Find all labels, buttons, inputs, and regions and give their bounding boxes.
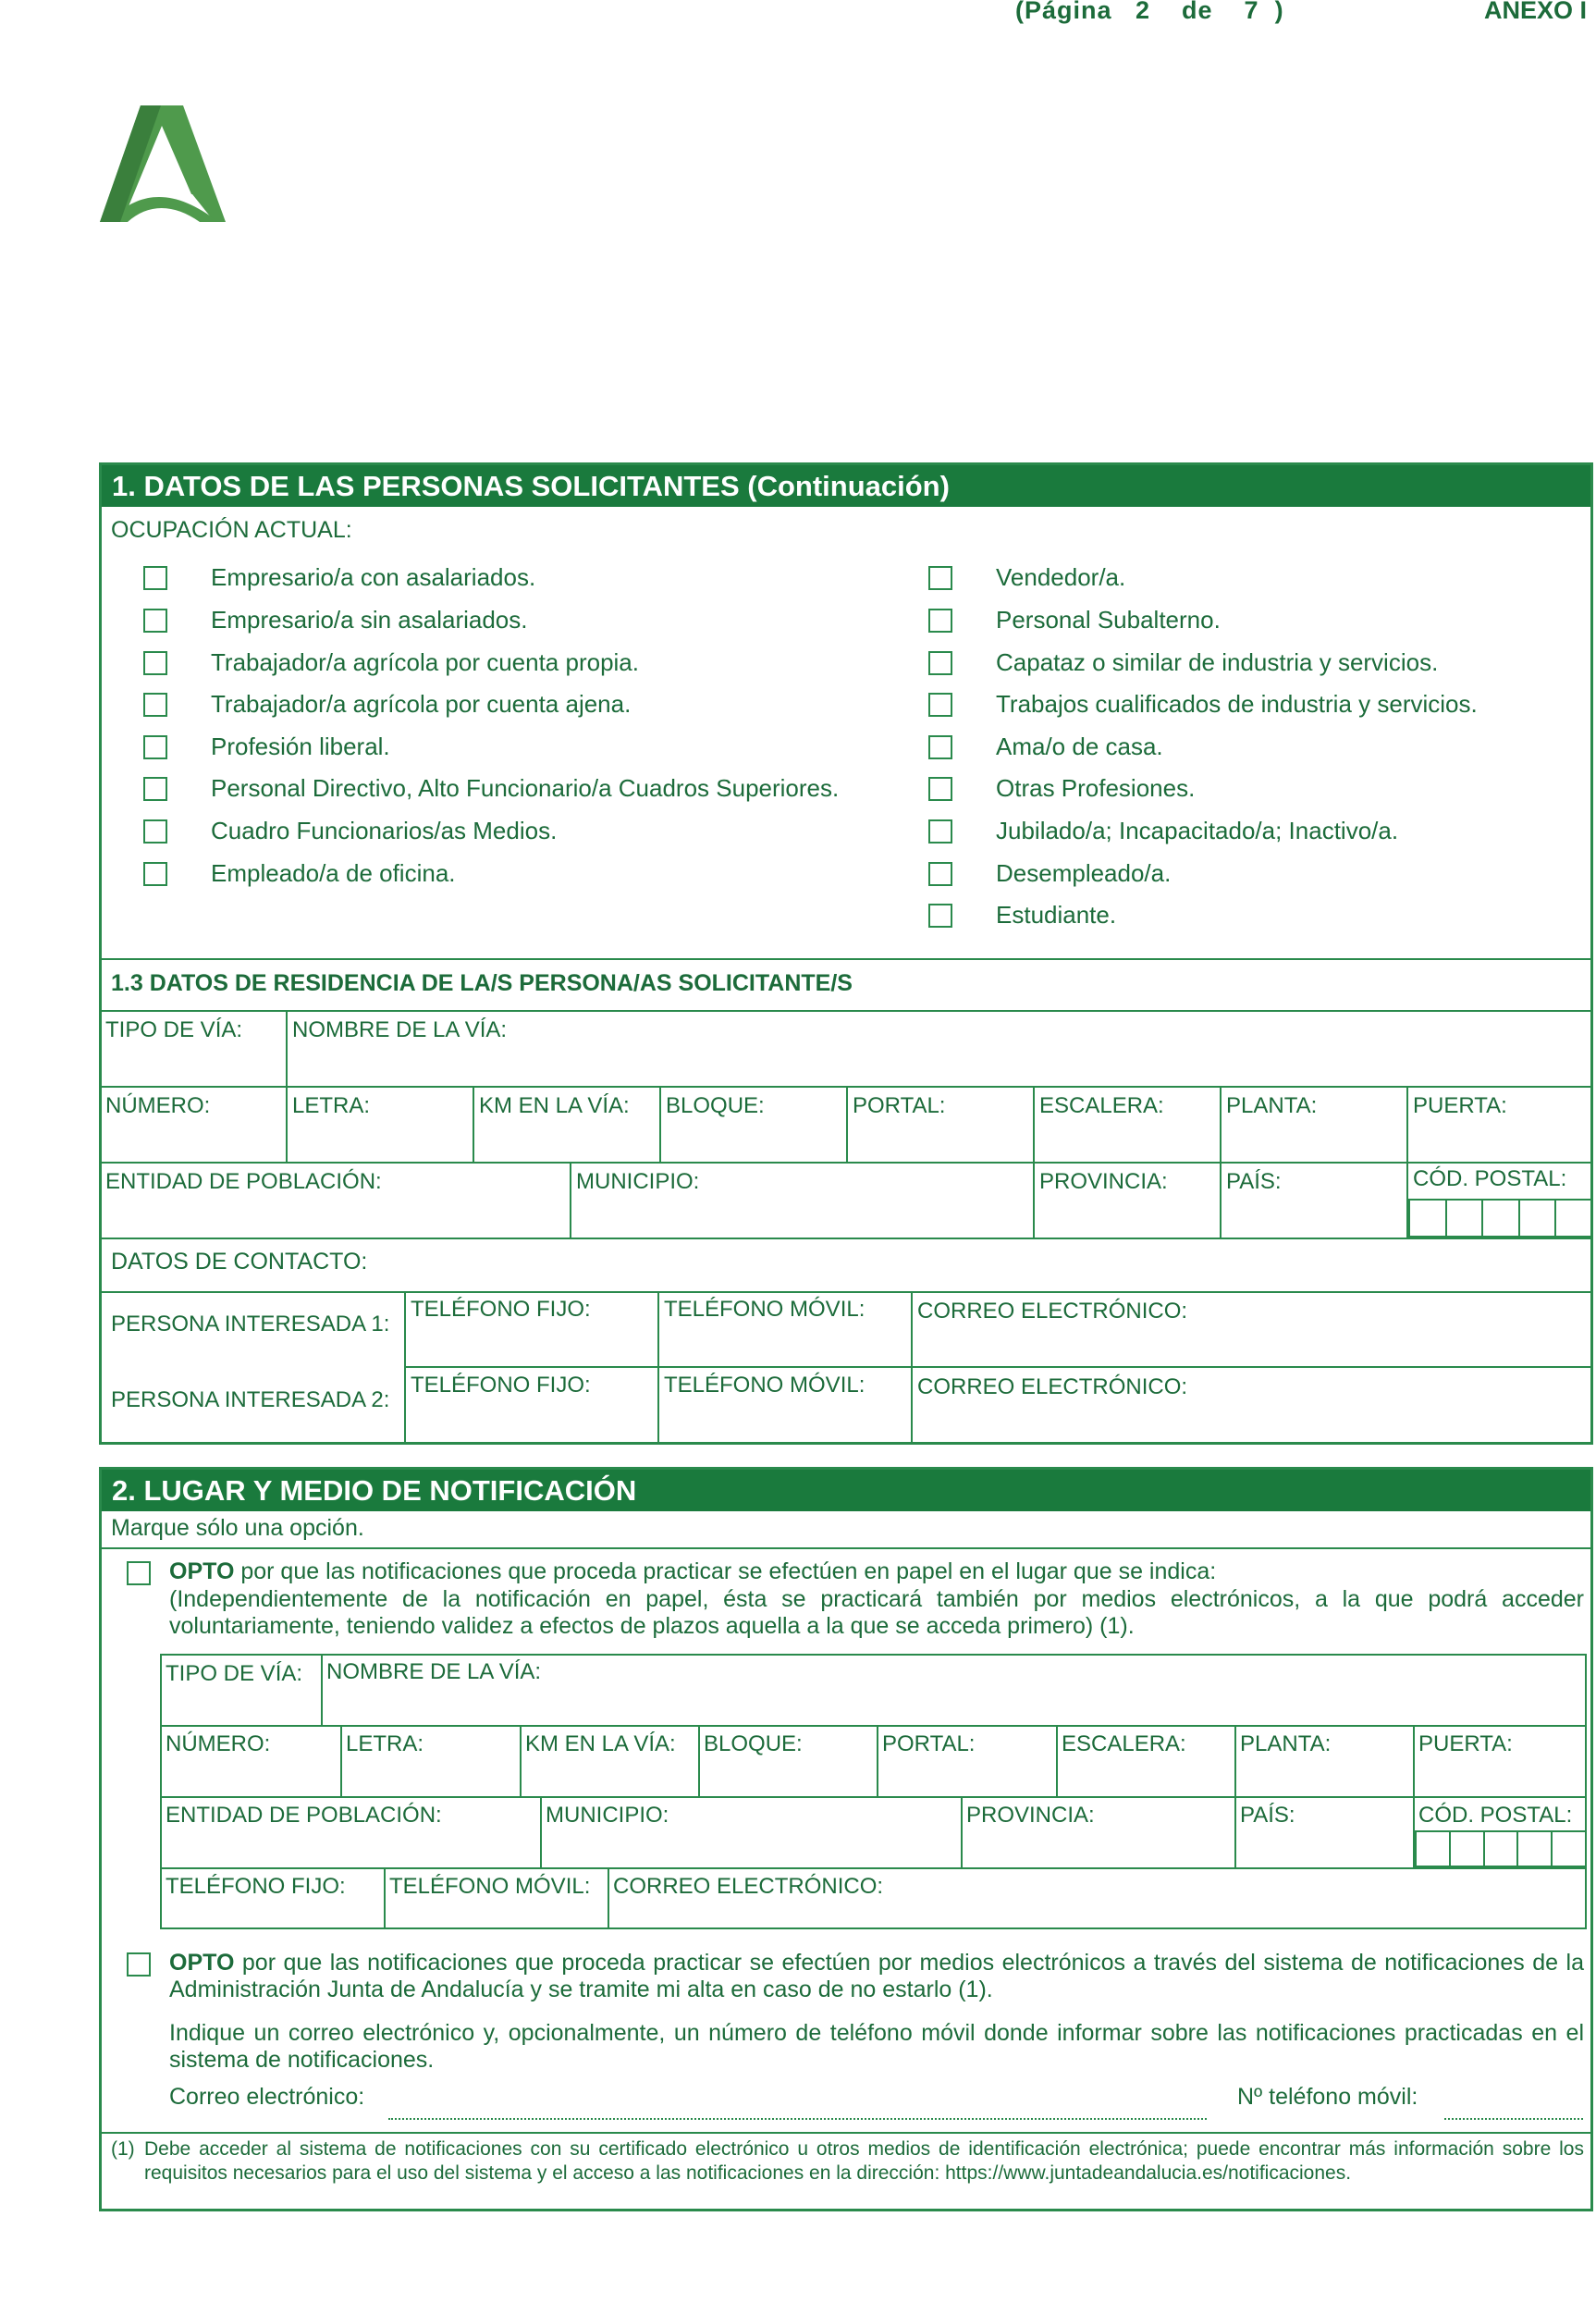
divider	[102, 1238, 1590, 1239]
divider	[659, 1086, 661, 1162]
page-indicator: (Página 2 de 7 )	[1015, 0, 1284, 24]
email-input[interactable]	[388, 2117, 1207, 2120]
junta-andalucia-logo	[100, 105, 226, 222]
checkbox-occupation-right-6[interactable]	[928, 819, 952, 844]
residence-title: 1.3 DATOS DE RESIDENCIA DE LA/S PERSONA/AS SOLICITANTE/S	[111, 970, 853, 996]
occupation-left-3: Trabajador/a agrícola por cuenta ajena.	[211, 690, 632, 718]
field-n-portal[interactable]: PORTAL:	[882, 1731, 976, 1756]
checkbox-paper-notification[interactable]	[127, 1561, 151, 1585]
divider	[384, 1867, 386, 1929]
divider	[1220, 1162, 1222, 1238]
divider	[698, 1725, 700, 1796]
annex-label: ANEXO I	[1484, 0, 1588, 24]
checkbox-occupation-right-8[interactable]	[928, 904, 952, 928]
divider	[102, 1010, 1590, 1012]
field-nombre-via[interactable]: NOMBRE DE LA VÍA:	[292, 1017, 508, 1042]
field-n-municipio[interactable]: MUNICIPIO:	[546, 1803, 669, 1828]
field-n-escalera[interactable]: ESCALERA:	[1062, 1731, 1186, 1756]
field-contact1-email[interactable]: CORREO ELECTRÓNICO:	[917, 1299, 1188, 1324]
divider	[473, 1086, 474, 1162]
occupation-right-5: Otras Profesiones.	[996, 774, 1196, 802]
divider	[162, 1796, 1585, 1798]
field-cod-postal: CÓD. POSTAL:	[1413, 1166, 1567, 1191]
divider	[1406, 1086, 1408, 1162]
paper-address-grid	[160, 1654, 1587, 1929]
divider	[540, 1796, 542, 1867]
footnote-mark: (1)	[111, 2138, 135, 2160]
divider	[1056, 1725, 1058, 1796]
checkbox-occupation-left-6[interactable]	[143, 819, 167, 844]
occupation-left-2: Trabajador/a agrícola por cuenta propia.	[211, 648, 639, 676]
field-n-pais[interactable]: PAÍS:	[1240, 1803, 1295, 1828]
postal-code-input[interactable]	[1408, 1199, 1593, 1238]
field-n-km[interactable]: KM EN LA VÍA:	[525, 1731, 676, 1756]
field-n-planta[interactable]: PLANTA:	[1240, 1731, 1332, 1756]
option2-instructions: Indique un correo electrónico y, opcionalmente, un número de teléfono móvil donde informar sobre las notificaciones practicadas en el sistema de notificaciones.	[169, 2020, 1584, 2073]
option1-sentence: por que las notificaciones que proceda practicar se efectúen en papel en el lugar que se indica:	[234, 1558, 1217, 1584]
divider	[1033, 1086, 1035, 1162]
contact-title: DATOS DE CONTACTO:	[111, 1249, 368, 1275]
field-contact1-mobile[interactable]: TELÉFONO MÓVIL:	[664, 1297, 866, 1322]
checkbox-occupation-right-7[interactable]	[928, 862, 952, 886]
field-planta[interactable]: PLANTA:	[1226, 1093, 1318, 1118]
occupation-right-0: Vendedor/a.	[996, 563, 1126, 591]
checkbox-occupation-right-4[interactable]	[928, 735, 952, 759]
divider	[102, 2132, 1590, 2134]
field-bloque[interactable]: BLOQUE:	[666, 1093, 765, 1118]
checkbox-occupation-right-0[interactable]	[928, 566, 952, 590]
option1-opto: OPTO	[169, 1558, 235, 1584]
checkbox-occupation-right-3[interactable]	[928, 693, 952, 717]
occupation-left-7: Empleado/a de oficina.	[211, 859, 456, 887]
n-postal-code-input[interactable]	[1415, 1830, 1587, 1867]
divider	[608, 1867, 609, 1929]
occupation-right-3: Trabajos cualificados de industria y servicios.	[996, 690, 1478, 718]
contact-person-1: PERSONA INTERESADA 1:	[111, 1312, 390, 1336]
occupation-right-4: Ama/o de casa.	[996, 733, 1163, 760]
field-portal[interactable]: PORTAL:	[853, 1093, 946, 1118]
divider	[404, 1366, 1590, 1368]
field-n-nombre-via[interactable]: NOMBRE DE LA VÍA:	[326, 1659, 542, 1684]
field-contact1-fixed[interactable]: TELÉFONO FIJO:	[411, 1297, 591, 1322]
divider	[102, 1162, 1590, 1164]
option2-opto: OPTO	[169, 1950, 235, 1976]
divider	[1220, 1086, 1222, 1162]
field-n-provincia[interactable]: PROVINCIA:	[966, 1803, 1095, 1828]
divider	[877, 1725, 878, 1796]
checkbox-electronic-notification[interactable]	[127, 1952, 151, 1977]
occupation-label: OCUPACIÓN ACTUAL:	[111, 517, 352, 543]
footnote-text: Debe acceder al sistema de notificaciones con su certificado electrónico u otros medios de identificación electrónica; puede encontrar más información sobre los requisitos necesarios para el uso del sistema y el acceso a las notificaciones en la dirección: https://www.juntadeandalucia.es/notificaciones.	[144, 2138, 1584, 2184]
divider	[520, 1725, 522, 1796]
field-numero[interactable]: NÚMERO:	[105, 1093, 211, 1118]
checkbox-occupation-left-4[interactable]	[143, 735, 167, 759]
field-km[interactable]: KM EN LA VÍA:	[479, 1093, 630, 1118]
field-n-letra[interactable]: LETRA:	[346, 1731, 424, 1756]
section-notification	[99, 1467, 1593, 2211]
divider	[162, 1867, 1585, 1869]
field-n-entidad[interactable]: ENTIDAD DE POBLACIÓN:	[166, 1803, 442, 1828]
field-provincia[interactable]: PROVINCIA:	[1039, 1169, 1168, 1194]
checkbox-occupation-left-7[interactable]	[143, 862, 167, 886]
occupation-right-6: Jubilado/a; Incapacitado/a; Inactivo/a.	[996, 817, 1399, 844]
checkbox-occupation-left-2[interactable]	[143, 651, 167, 675]
section-applicants	[99, 462, 1593, 1445]
field-n-bloque[interactable]: BLOQUE:	[704, 1731, 803, 1756]
field-n-numero[interactable]: NÚMERO:	[166, 1731, 271, 1756]
divider	[961, 1796, 963, 1867]
divider	[102, 958, 1590, 960]
field-escalera[interactable]: ESCALERA:	[1039, 1093, 1164, 1118]
checkbox-occupation-right-2[interactable]	[928, 651, 952, 675]
field-n-tipo-via[interactable]: TIPO DE VÍA:	[166, 1661, 303, 1686]
option2-sentence: por que las notificaciones que proceda practicar se efectúen por medios electrónicos a través del sistema de notificaciones de la Administración Junta de Andalucía y se tramite mi alta en caso de no estarlo (1).	[169, 1950, 1584, 2002]
email-label: Correo electrónico:	[169, 2084, 365, 2110]
field-contact2-fixed[interactable]: TELÉFONO FIJO:	[411, 1373, 591, 1398]
option1-text	[169, 1558, 1584, 1585]
divider	[321, 1656, 323, 1725]
occupation-left-4: Profesión liberal.	[211, 733, 390, 760]
field-pais[interactable]: PAÍS:	[1226, 1169, 1282, 1194]
field-n-tel-movil[interactable]: TELÉFONO MÓVIL:	[389, 1874, 591, 1899]
occupation-right-7: Desempleado/a.	[996, 859, 1172, 887]
divider	[1234, 1725, 1236, 1796]
occupation-left-0: Empresario/a con asalariados.	[211, 563, 536, 591]
field-n-puerta[interactable]: PUERTA:	[1418, 1731, 1513, 1756]
occupation-right-8: Estudiante.	[996, 901, 1117, 929]
divider	[162, 1725, 1585, 1727]
field-municipio[interactable]: MUNICIPIO:	[576, 1169, 700, 1194]
field-contact2-mobile[interactable]: TELÉFONO MÓVIL:	[664, 1373, 866, 1398]
divider	[1033, 1162, 1035, 1238]
section2-title: 2. LUGAR Y MEDIO DE NOTIFICACIÓN	[102, 1470, 1590, 1511]
option1-note: (Independientemente de la notificación en papel, ésta se practicará también por medios electrónicos, a la que podrá acceder voluntariamente, teniendo validez a efectos de plazos aquella a la que se acceda primero) (1).	[169, 1586, 1584, 1639]
field-contact2-email[interactable]: CORREO ELECTRÓNICO:	[917, 1374, 1188, 1399]
divider	[102, 1547, 1590, 1549]
section1-title: 1. DATOS DE LAS PERSONAS SOLICITANTES (Continuación)	[102, 465, 1590, 507]
contact-person-2: PERSONA INTERESADA 2:	[111, 1387, 390, 1412]
checkbox-occupation-right-1[interactable]	[928, 609, 952, 633]
checkbox-occupation-left-3[interactable]	[143, 693, 167, 717]
option2-text	[169, 1950, 1584, 2003]
divider	[286, 1010, 288, 1086]
divider	[1234, 1796, 1236, 1867]
divider	[570, 1162, 571, 1238]
field-n-tel-fijo[interactable]: TELÉFONO FIJO:	[166, 1874, 346, 1899]
field-letra[interactable]: LETRA:	[292, 1093, 371, 1118]
mobile-input[interactable]	[1444, 2117, 1583, 2120]
field-n-correo[interactable]: CORREO ELECTRÓNICO:	[613, 1874, 884, 1899]
occupation-right-1: Personal Subalterno.	[996, 606, 1221, 634]
occupation-left-5: Personal Directivo, Alto Funcionario/a Cuadros Superiores.	[211, 774, 840, 802]
divider	[340, 1725, 342, 1796]
field-n-cod-postal: CÓD. POSTAL:	[1418, 1803, 1573, 1828]
mobile-label: Nº teléfono móvil:	[1237, 2084, 1418, 2110]
occupation-left-1: Empresario/a sin asalariados.	[211, 606, 528, 634]
divider	[102, 1291, 1590, 1293]
checkbox-occupation-left-0[interactable]	[143, 566, 167, 590]
occupation-left-6: Cuadro Funcionarios/as Medios.	[211, 817, 558, 844]
divider	[1413, 1725, 1415, 1796]
field-tipo-via[interactable]: TIPO DE VÍA:	[105, 1017, 243, 1042]
instruction-text: Marque sólo una opción.	[111, 1515, 364, 1541]
field-puerta[interactable]: PUERTA:	[1413, 1093, 1507, 1118]
field-entidad[interactable]: ENTIDAD DE POBLACIÓN:	[105, 1169, 382, 1194]
occupation-right-2: Capataz o similar de industria y servicios.	[996, 648, 1439, 676]
checkbox-occupation-right-5[interactable]	[928, 777, 952, 801]
checkbox-occupation-left-1[interactable]	[143, 609, 167, 633]
checkbox-occupation-left-5[interactable]	[143, 777, 167, 801]
divider	[286, 1086, 288, 1162]
divider	[846, 1086, 848, 1162]
